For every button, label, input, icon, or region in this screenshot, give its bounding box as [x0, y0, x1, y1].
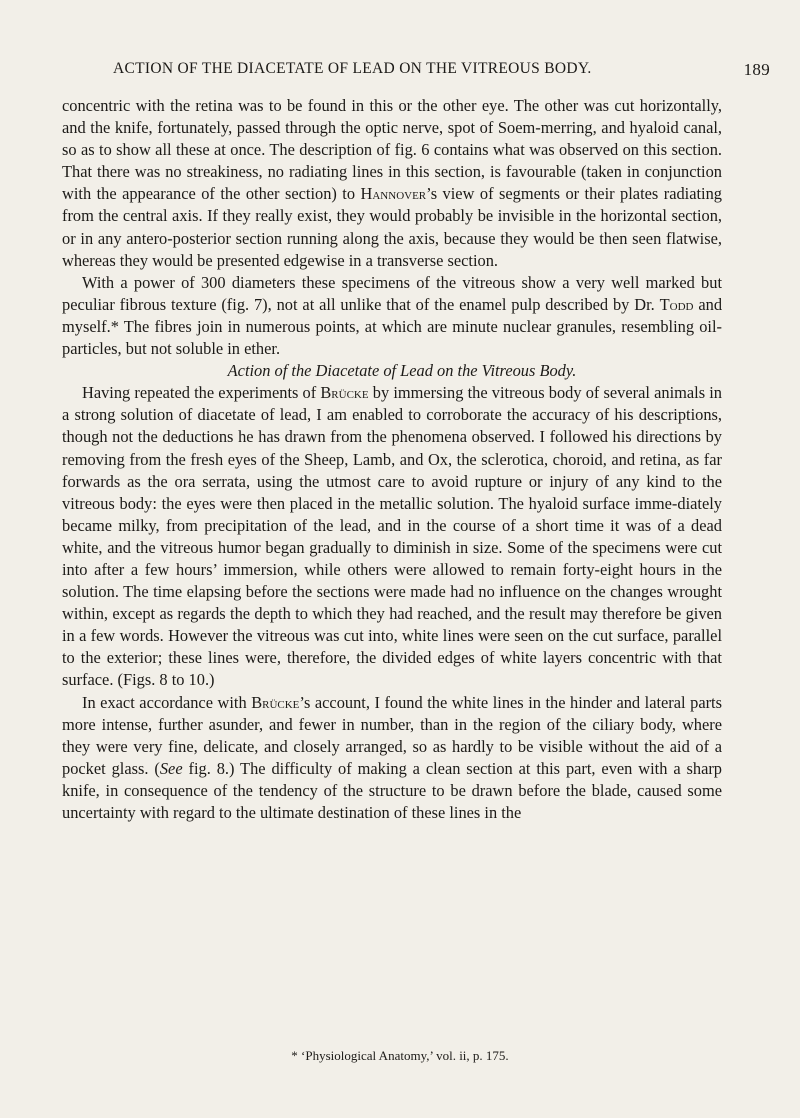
text-run: fig. 8.) The difficulty of making a clean section at this part, even with a sharp knife, in consequence of the tendency of the structure to be drawn before the blade, caused some uncertainty with regard to the ultimate destination of these lines in the [62, 758, 722, 822]
author-name: Todd [659, 294, 694, 314]
author-name: Brücke [251, 692, 300, 712]
text-run: In exact accordance with [82, 692, 252, 712]
see-reference: See [159, 758, 183, 778]
paragraph [62, 382, 722, 691]
paragraph [62, 272, 722, 360]
body-text [62, 95, 722, 824]
running-title: ACTION OF THE DIACETATE OF LEAD ON THE VITREOUS BODY. [113, 60, 592, 77]
section-heading: Action of the Diacetate of Lead on the Vitreous Body. [227, 361, 577, 381]
paragraph-continued [62, 95, 722, 272]
text-run: and myself.* The fibres join in numerous points, at which are minute nuclear granules, resembling oil-particles, but not soluble in ether. [62, 294, 723, 359]
text-run: ’s account, I found the white lines in the hinder and lateral parts more intense, further asunder, and fewer in number, than in the region of the ciliary body, where they were very fine, delicate, and closely arranged, so as hardly to be visible without the aid of a pocket glass. ( [62, 692, 722, 778]
author-name: Brücke [320, 383, 369, 403]
text-run: by immersing the vitreous body of several animals in a strong solution of diacetate of lead, I am enabled to corroborate the accuracy of his descriptions, though not the deductions he has drawn from the phenomena observed. I followed his directions by removing from the fresh eyes of the Sheep, Lamb, and Ox, the sclerotica, choroid, and retina, as far forwards as the ora serrata, using the utmost care to avoid rupture or injury of any kind to the vitreous body: the eyes were then placed in the metallic solution. The hyaloid surface imme-diately became milky, from precipitation of the lead, and in the course of a short time it was of a dead white, and the vitreous humor began gradually to diminish in size. Some of the specimens were cut into after a few hours’ immersion, while others were allowed to remain forty-eight hours in the solution. The time elapsing before the sections were made had no influence on the changes wrought within, except as regards the depth to which they had reached, and the result may therefore be given in a few words. However the vitreous was cut into, white lines were seen on the cut surface, parallel to the exterior; these lines were, therefore, the divided edges of white layers concentric with that surface. (Figs. 8 to 10.) [62, 383, 722, 690]
author-name: Hannover [360, 184, 427, 204]
text-run: With a power of 300 diameters these specimens of the vitreous show a very well marked but peculiar fibrous texture (fig. 7), not at all unlike that of the enamel pulp described by Dr. [62, 272, 722, 314]
text-run: Having repeated the experiments of [82, 383, 321, 403]
footnote: * ‘Physiological Anatomy,’ vol. ii, p. 175. [291, 1048, 509, 1063]
text-run: concentric with the retina was to be found in this or the other eye. The other was cut horizontally, and the knife, fortunately, passed through the optic nerve, spot of Soem-merring, and hyaloid canal, so as to show all these at once. The description of fig. 6 contains what was observed on this section. That there was no streakiness, no radiating lines in this section, is favourable (taken in conjunction with the appearance of the other section) to [62, 96, 722, 204]
text-run: ’s view of segments or their plates radiating from the central axis. If they really exist, they would probably be invisible in the horizontal section, or in any antero-posterior section running along the axis, because they would be then seen flatwise, whereas they would be presented edgewise in a transverse section. [62, 184, 722, 270]
page-number: 189 [743, 60, 770, 79]
paragraph [62, 692, 722, 825]
